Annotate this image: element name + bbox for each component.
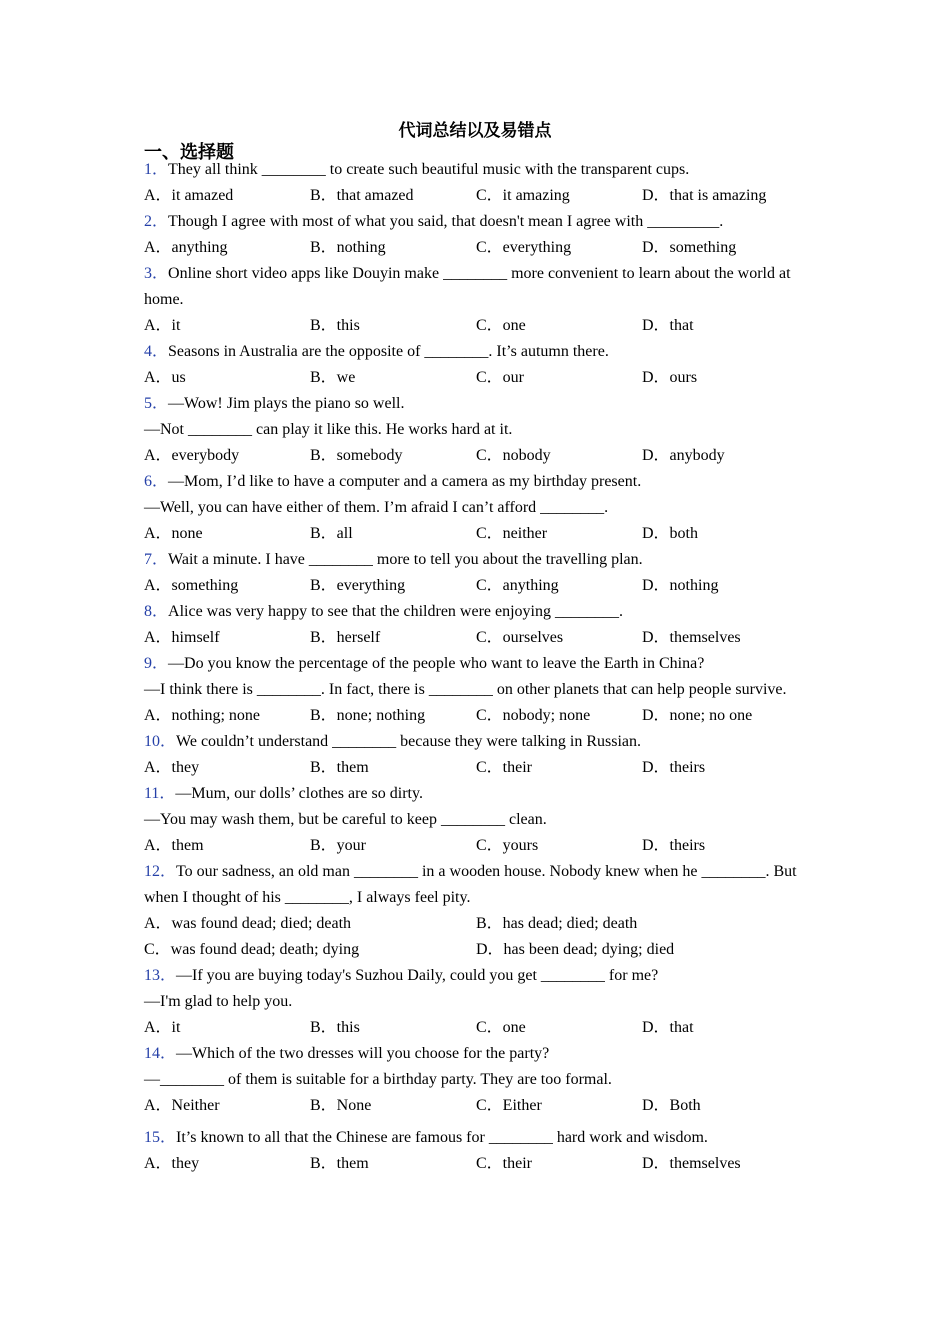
- option: D．something: [642, 239, 737, 256]
- options-row: [144, 443, 809, 469]
- option: D．that: [642, 317, 694, 334]
- question-text: —You may wash them, but be careful to keep ________ clean.: [144, 811, 547, 828]
- option: C．nobody: [476, 447, 551, 464]
- option: D．themselves: [642, 629, 741, 646]
- option: B．everything: [310, 577, 406, 594]
- options-row: [144, 235, 809, 261]
- option: C．their: [476, 1155, 532, 1172]
- question-number: 13．: [144, 967, 177, 984]
- question: [144, 391, 809, 469]
- option: B．all: [310, 525, 353, 542]
- question-text: They all think ________ to create such beautiful music with the transparent cups.: [168, 161, 690, 178]
- question: [144, 209, 809, 261]
- option: A．us: [144, 369, 186, 386]
- option: C．everything: [476, 239, 572, 256]
- option: A．something: [144, 577, 239, 594]
- question-text: —Which of the two dresses will you choose for the party?: [176, 1045, 550, 1062]
- options-row: [144, 937, 809, 963]
- option: A．was found dead; died; death: [144, 915, 352, 932]
- question-text: —Wow! Jim plays the piano so well.: [168, 395, 405, 412]
- option: D．nothing: [642, 577, 719, 594]
- option: B．this: [310, 1019, 360, 1036]
- question-text: Though I agree with most of what you said, that doesn't mean I agree with _________.: [168, 213, 724, 230]
- option: B．that amazed: [310, 187, 414, 204]
- question-number: 12．: [144, 863, 177, 880]
- option: B．herself: [310, 629, 381, 646]
- question-list: [144, 157, 809, 1177]
- option: B．none; nothing: [310, 707, 426, 724]
- option: C．it amazing: [476, 187, 570, 204]
- question-number: 9．: [144, 655, 169, 672]
- option: D．that is amazing: [642, 187, 767, 204]
- question: [144, 729, 809, 781]
- question: [144, 651, 809, 729]
- question-number: 6．: [144, 473, 169, 490]
- option: A．they: [144, 759, 200, 776]
- option: C．neither: [476, 525, 548, 542]
- question: [144, 1041, 809, 1119]
- option: D．theirs: [642, 837, 706, 854]
- page-title: 代词总结以及易错点: [398, 121, 552, 141]
- option: C．ourselves: [476, 629, 564, 646]
- options-row: [144, 521, 809, 547]
- option: C．one: [476, 1019, 526, 1036]
- question: [144, 1125, 809, 1177]
- options-row: [144, 911, 809, 937]
- question: [144, 469, 809, 547]
- question: [144, 781, 809, 859]
- question-text: To our sadness, an old man ________ in a wooden house. Nobody knew when he ________. But when I thought of his ________, I always feel pity.: [144, 863, 797, 906]
- options-row: [144, 625, 809, 651]
- question-text: —Well, you can have either of them. I’m afraid I can’t afford ________.: [144, 499, 609, 516]
- option: A．it: [144, 1019, 181, 1036]
- option: A．Neither: [144, 1097, 220, 1114]
- option: B．we: [310, 369, 356, 386]
- question-text: —I think there is ________. In fact, there is ________ on other planets that can help people survive.: [144, 681, 787, 698]
- question-number: 2．: [144, 213, 169, 230]
- option: C．our: [476, 369, 525, 386]
- question-text: Online short video apps like Douyin make ________ more convenient to learn about the world at home.: [144, 265, 791, 308]
- question-text: —Mum, our dolls’ clothes are so dirty.: [175, 785, 423, 802]
- question-number: 8．: [144, 603, 169, 620]
- question-text: —Do you know the percentage of the people who want to leave the Earth in China?: [168, 655, 705, 672]
- question: [144, 261, 809, 339]
- option: D．themselves: [642, 1155, 741, 1172]
- option: D．Both: [642, 1097, 701, 1114]
- question-text: —________ of them is suitable for a birthday party. They are too formal.: [144, 1071, 612, 1088]
- option: C．was found dead; death; dying: [144, 941, 360, 958]
- section-heading: 一、选择题: [144, 142, 234, 163]
- options-row: [144, 703, 809, 729]
- options-row: [144, 833, 809, 859]
- question: [144, 339, 809, 391]
- options-row: [144, 183, 809, 209]
- question-text: —Mom, I’d like to have a computer and a camera as my birthday present.: [168, 473, 642, 490]
- option: D．both: [642, 525, 699, 542]
- question-number: 11．: [144, 785, 176, 802]
- options-row: [144, 313, 809, 339]
- option: A．anything: [144, 239, 228, 256]
- option: B．them: [310, 759, 369, 776]
- options-row: [144, 1015, 809, 1041]
- question: [144, 599, 809, 651]
- question-text: It’s known to all that the Chinese are famous for ________ hard work and wisdom.: [176, 1129, 708, 1146]
- question-text: —I'm glad to help you.: [144, 993, 293, 1010]
- question: [144, 157, 809, 209]
- question-number: 4．: [144, 343, 169, 360]
- option: B．has dead; died; death: [476, 915, 638, 932]
- question-number: 1．: [144, 161, 169, 178]
- option: B．them: [310, 1155, 369, 1172]
- option: A．them: [144, 837, 204, 854]
- option: C．Either: [476, 1097, 542, 1114]
- option: A．they: [144, 1155, 200, 1172]
- option: B．None: [310, 1097, 372, 1114]
- option: B．somebody: [310, 447, 403, 464]
- options-row: [144, 1151, 809, 1177]
- option: A．none: [144, 525, 203, 542]
- option: C．nobody; none: [476, 707, 591, 724]
- question-number: 7．: [144, 551, 169, 568]
- option: D．none; no one: [642, 707, 753, 724]
- question: [144, 963, 809, 1041]
- option: B．your: [310, 837, 367, 854]
- question-number: 14．: [144, 1045, 177, 1062]
- question-number: 10．: [144, 733, 177, 750]
- option: B．this: [310, 317, 360, 334]
- question: [144, 859, 809, 963]
- option: C．yours: [476, 837, 539, 854]
- question-number: 15．: [144, 1129, 177, 1146]
- option: D．anybody: [642, 447, 725, 464]
- option: A．himself: [144, 629, 220, 646]
- question-text: —Not ________ can play it like this. He works hard at it.: [144, 421, 513, 438]
- option: A．it: [144, 317, 181, 334]
- question-number: 3．: [144, 265, 169, 282]
- option: C．their: [476, 759, 532, 776]
- option: B．nothing: [310, 239, 386, 256]
- option: A．it amazed: [144, 187, 234, 204]
- question-text: Seasons in Australia are the opposite of ________. It’s autumn there.: [168, 343, 609, 360]
- option: D．ours: [642, 369, 698, 386]
- option: D．theirs: [642, 759, 706, 776]
- options-row: [144, 755, 809, 781]
- question-number: 5．: [144, 395, 169, 412]
- question-text: —If you are buying today's Suzhou Daily, could you get ________ for me?: [176, 967, 659, 984]
- options-row: [144, 1093, 809, 1119]
- option: A．nothing; none: [144, 707, 260, 724]
- question: [144, 547, 809, 599]
- option: D．that: [642, 1019, 694, 1036]
- options-row: [144, 573, 809, 599]
- option: C．anything: [476, 577, 559, 594]
- option: D．has been dead; dying; died: [476, 941, 675, 958]
- option: C．one: [476, 317, 526, 334]
- question-text: Alice was very happy to see that the children were enjoying ________.: [168, 603, 623, 620]
- question-text: We couldn’t understand ________ because they were talking in Russian.: [176, 733, 641, 750]
- option: A．everybody: [144, 447, 240, 464]
- options-row: [144, 365, 809, 391]
- question-text: Wait a minute. I have ________ more to tell you about the travelling plan.: [168, 551, 643, 568]
